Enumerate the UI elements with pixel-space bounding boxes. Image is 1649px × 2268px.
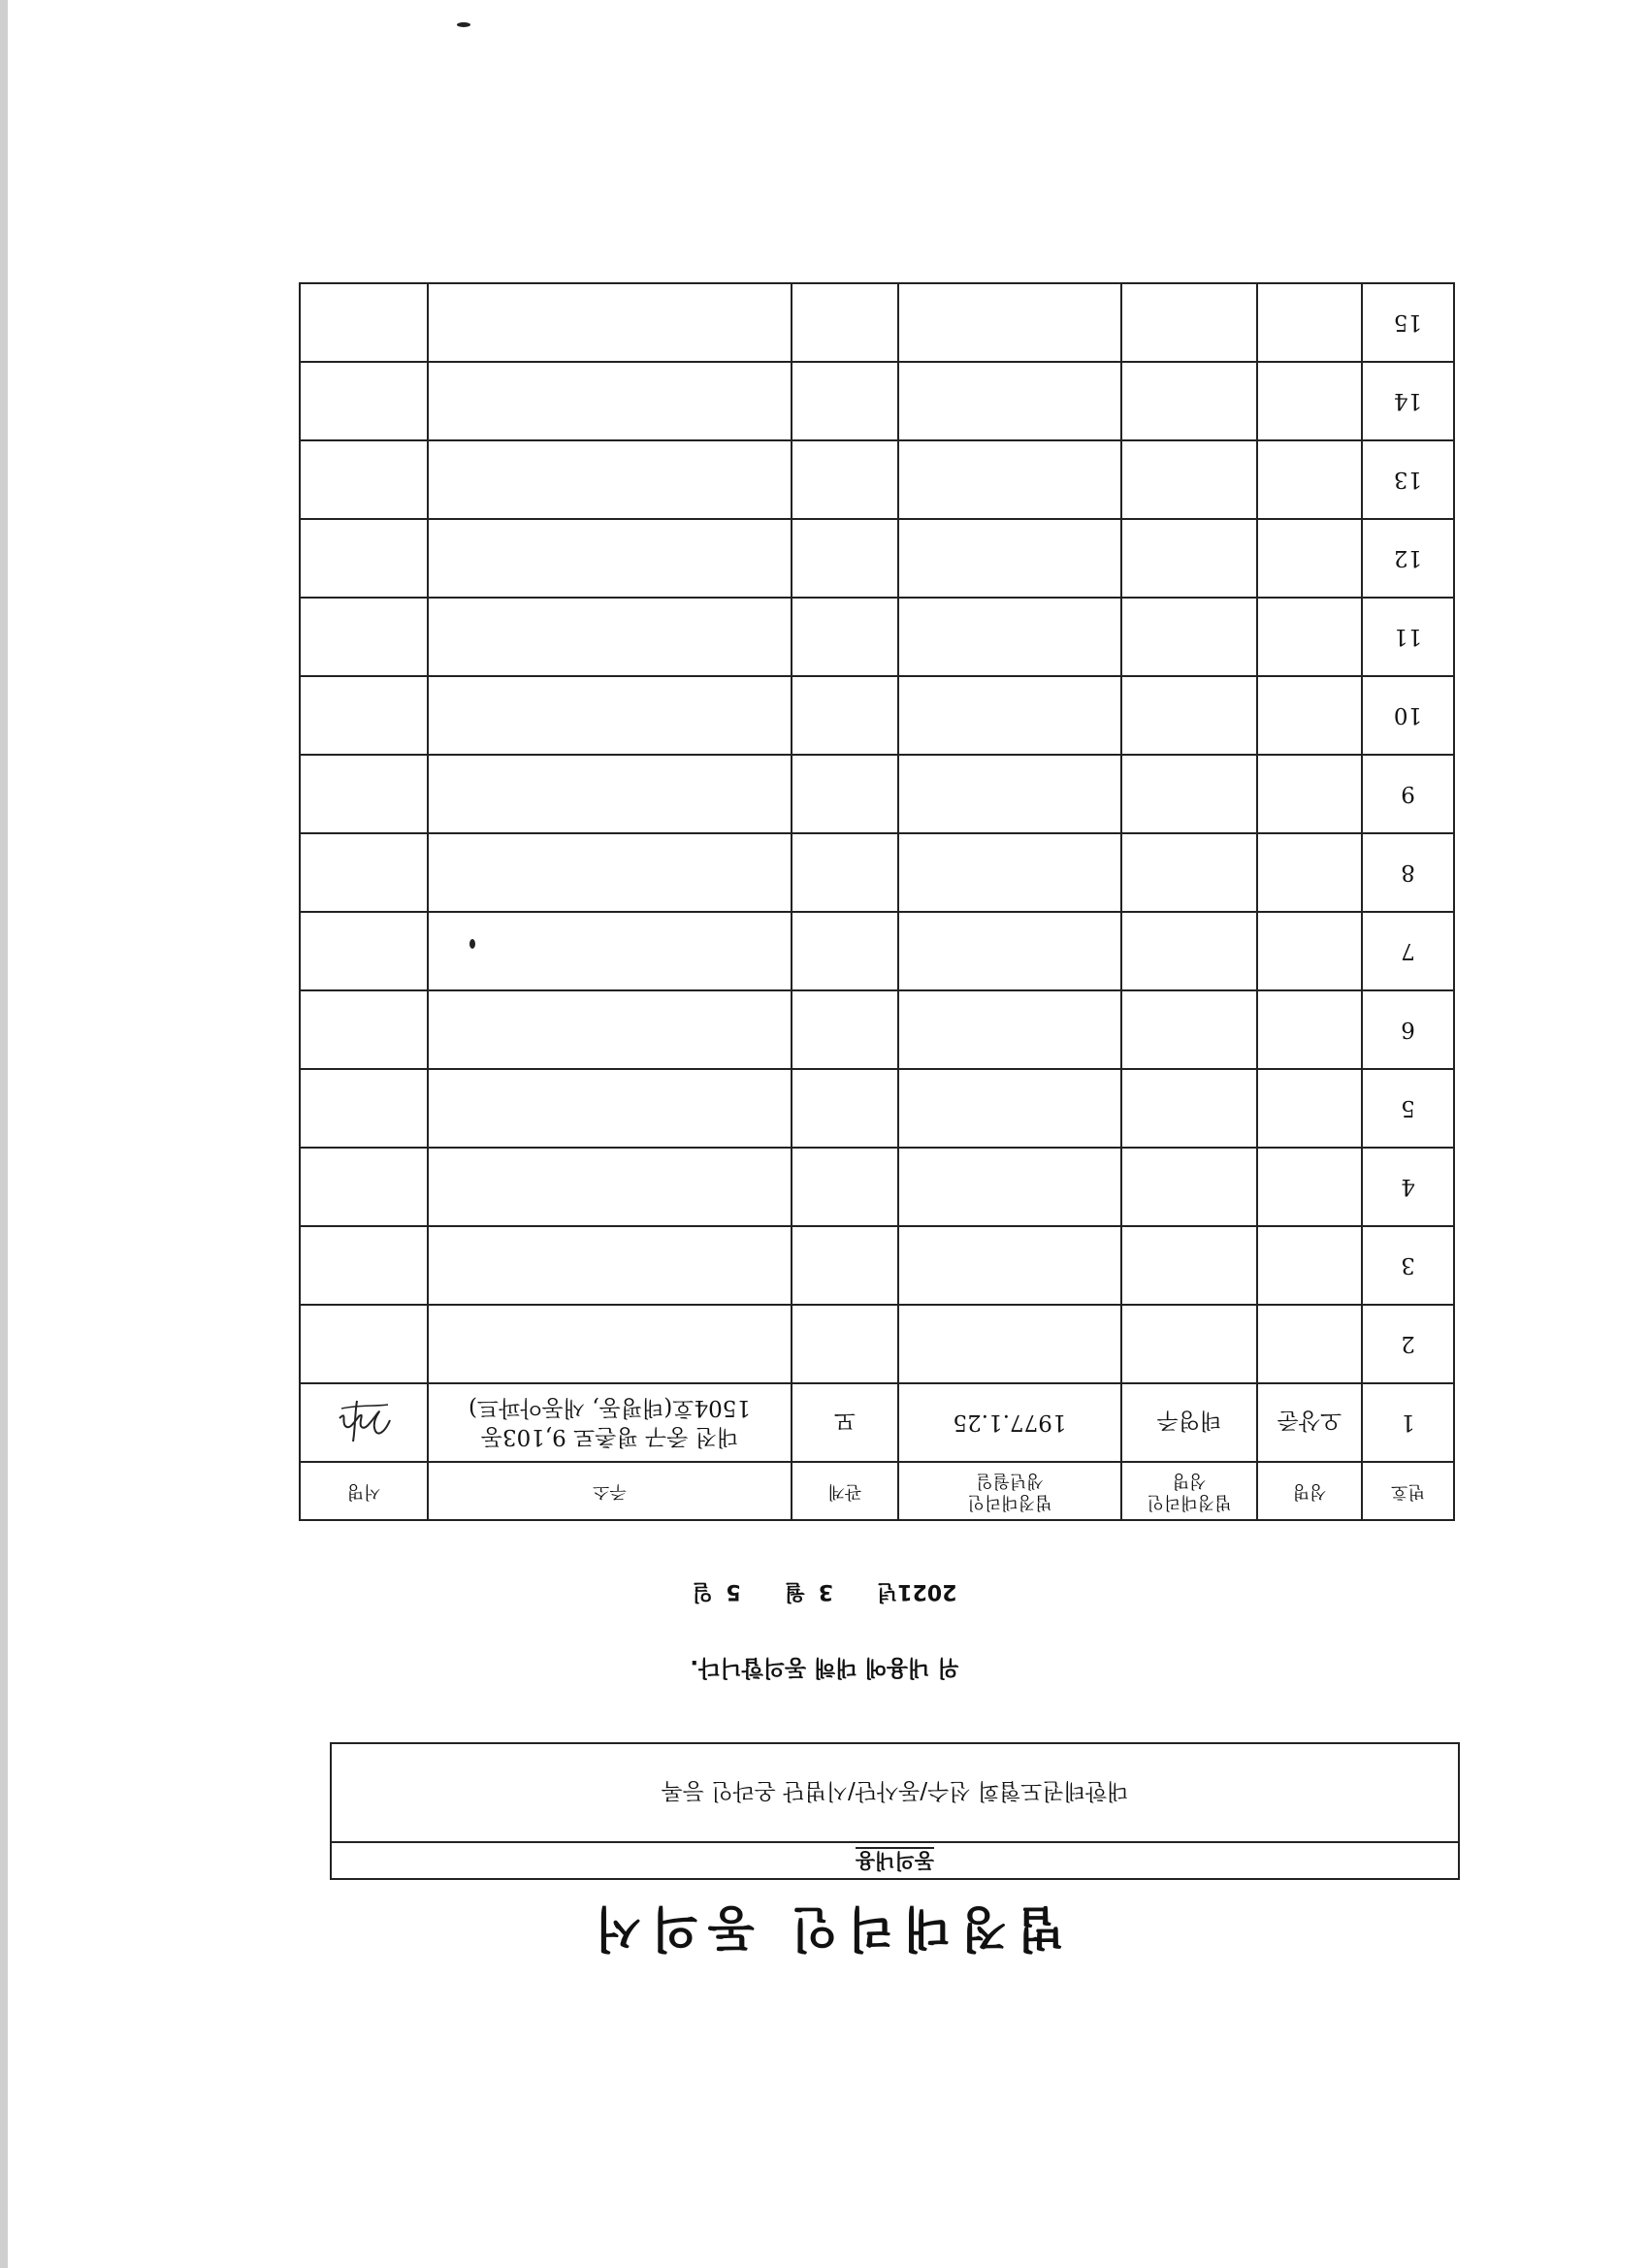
cell-no: 2: [1362, 1305, 1454, 1383]
header-no: 번호: [1362, 1462, 1454, 1520]
consent-statement: 위 내용에 대해 동의합니다.: [690, 1655, 959, 1680]
cell-no: 9: [1362, 755, 1454, 833]
table-row: [300, 912, 1454, 990]
date-day: 5 일: [692, 1579, 741, 1604]
table-row: [300, 362, 1454, 440]
table-row: [300, 1148, 1454, 1226]
cell-guardian-birth: 1977.1.25: [898, 1383, 1121, 1462]
table-row: [300, 1069, 1454, 1148]
table-row: [300, 519, 1454, 598]
scan-edge-shadow: [0, 0, 8, 2268]
table-row: [300, 676, 1454, 755]
table-header-row: [300, 1462, 1454, 1520]
cell-no: 12: [1362, 519, 1454, 598]
cell-name: 오상준: [1257, 1383, 1362, 1462]
cell-no: 3: [1362, 1226, 1454, 1305]
cell-signature: [300, 1383, 428, 1462]
table-row: [300, 990, 1454, 1069]
address-line-1: 대전 중구 평촌로 9,103동: [480, 1424, 739, 1450]
cell-relation: 모: [792, 1383, 898, 1462]
table-row: [300, 1383, 1454, 1462]
table-row: [300, 1305, 1454, 1383]
consent-content-box: [330, 1742, 1460, 1880]
table-row: [300, 598, 1454, 676]
address-line-2: 1504호(태평동, 새동아파트): [468, 1395, 752, 1421]
guardian-table: [299, 282, 1455, 1521]
cell-address: [428, 1383, 792, 1462]
scan-speck: [469, 939, 475, 949]
cell-no: 1: [1362, 1383, 1454, 1462]
content-box-header: [332, 1841, 1458, 1878]
cell-no: 11: [1362, 598, 1454, 676]
document-title: 법정대리인 동의서: [585, 1900, 1064, 1958]
handwritten-signature: [330, 1394, 398, 1452]
cell-no: 8: [1362, 833, 1454, 912]
date-month: 3 월: [784, 1579, 833, 1604]
cell-no: 13: [1362, 440, 1454, 519]
header-name: 성명: [1257, 1462, 1362, 1520]
table-row: [300, 1226, 1454, 1305]
header-guardian-birth: 법정대리인 생년월일: [898, 1462, 1121, 1520]
document-date: [0, 1578, 1649, 1608]
cell-guardian-name: 태영주: [1121, 1383, 1257, 1462]
table-row: [300, 283, 1454, 362]
content-box-body: 대한테권도협회 선수/동사단/시범단 온라인 등록: [661, 1778, 1129, 1803]
scan-speck: [457, 22, 470, 27]
cell-no: 4: [1362, 1148, 1454, 1226]
header-relation: 관계: [792, 1462, 898, 1520]
date-year: 2021년: [877, 1579, 957, 1604]
cell-no: 10: [1362, 676, 1454, 755]
cell-no: 15: [1362, 283, 1454, 362]
cell-no: 5: [1362, 1069, 1454, 1148]
cell-no: 7: [1362, 912, 1454, 990]
header-guardian-name: 법정대리인 성명: [1121, 1462, 1257, 1520]
header-address: 주소: [428, 1462, 792, 1520]
header-signature: 서명: [300, 1462, 428, 1520]
content-header-label: 동의내용: [855, 1849, 935, 1872]
table-row: [300, 755, 1454, 833]
cell-no: 14: [1362, 362, 1454, 440]
cell-no: 6: [1362, 990, 1454, 1069]
table-row: [300, 833, 1454, 912]
table-row: [300, 440, 1454, 519]
